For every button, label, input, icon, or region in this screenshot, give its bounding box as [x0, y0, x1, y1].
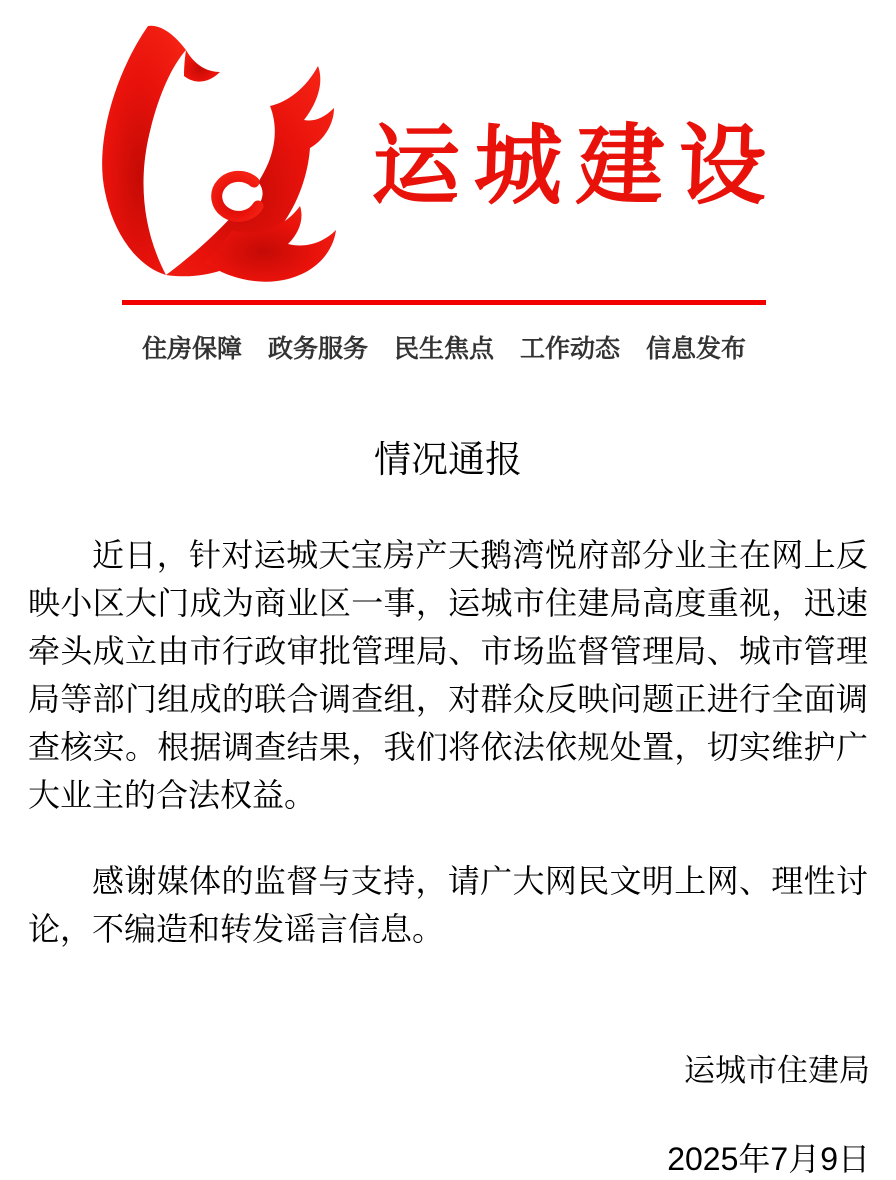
page-header	[0, 0, 896, 300]
notice-paragraph: 感谢媒体的监督与支持，请广大网民文明上网、理性讨论，不编造和转发谣言信息。	[28, 863, 868, 947]
notice-signature: 运城市住建局	[684, 1053, 870, 1088]
nav-item-info[interactable]: 信息发布	[646, 335, 747, 363]
notice-paragraph: 近日，针对运城天宝房产天鹅湾悦府部分业主在网上反映小区大门成为商业区一事，运城市住建局高度重视，迅速牵头成立由市行政审批管理局、市场监督管理局、城市管理局等部门组成的联合调查组，对群众反映问题正进行全面调查核实。根据调查结果，我们将依法依规处置，切实维护广大业主的合法权益。	[28, 537, 868, 813]
phoenix-logo-icon	[86, 18, 336, 282]
nav-item-work[interactable]: 工作动态	[520, 335, 621, 363]
notice-date: 2025年7月9日	[667, 1141, 870, 1177]
red-divider-line	[122, 300, 766, 305]
brand-calligraphy: 运城建设	[370, 119, 782, 216]
nav-item-services[interactable]: 政务服务	[267, 335, 368, 363]
nav-item-livelihood[interactable]: 民生焦点	[393, 335, 494, 363]
notice-title: 情况通报	[374, 439, 522, 480]
nav-item-housing[interactable]: 住房保障	[141, 335, 242, 363]
nav-menu	[122, 329, 766, 365]
notice-body	[0, 531, 896, 953]
